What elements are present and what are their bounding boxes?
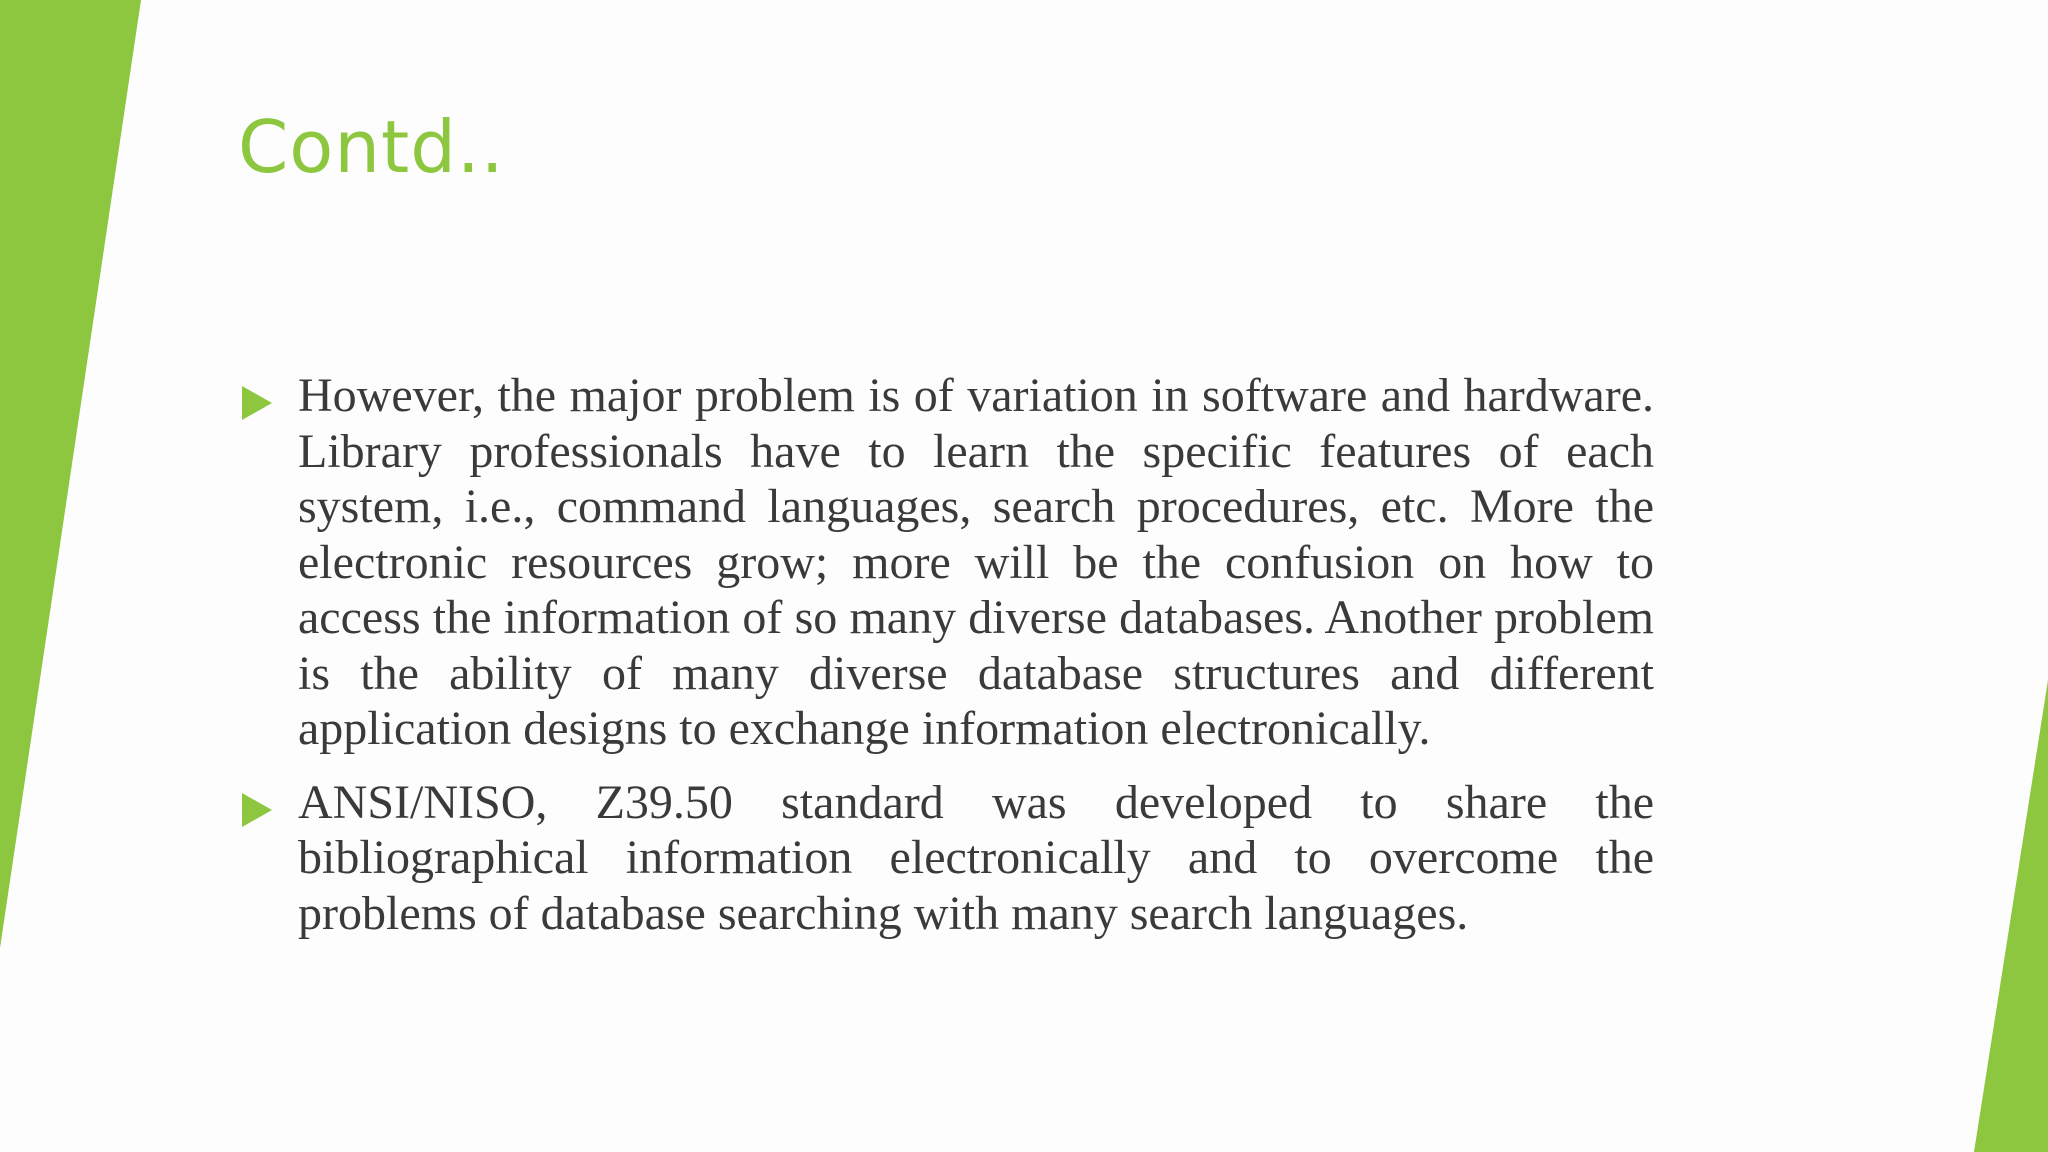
triangle-right-icon <box>242 386 272 420</box>
bullet-item <box>242 775 1654 942</box>
left-accent-stripe <box>0 0 141 948</box>
slide-body <box>242 368 1654 959</box>
bullet-item <box>242 368 1654 757</box>
triangle-right-icon <box>242 793 272 827</box>
bullet-text: However, the major problem is of variation in software and hardware. Library professionals have to learn the specific features of each system, i.e., command languages, search procedures, etc. More the electronic resources grow; more will be the confusion on how to access the information of so many diverse databases. Another problem is the ability of many diverse database structures and different application designs to exchange information electronically. <box>298 369 1654 755</box>
slide-title: Contd.. <box>238 105 505 189</box>
bullet-text: ANSI/NISO, Z39.50 standard was developed to share the bibliographical information electronically and to overcome the problems of database searching with many search languages. <box>298 775 1654 940</box>
right-accent-stripe <box>1974 680 2048 1152</box>
